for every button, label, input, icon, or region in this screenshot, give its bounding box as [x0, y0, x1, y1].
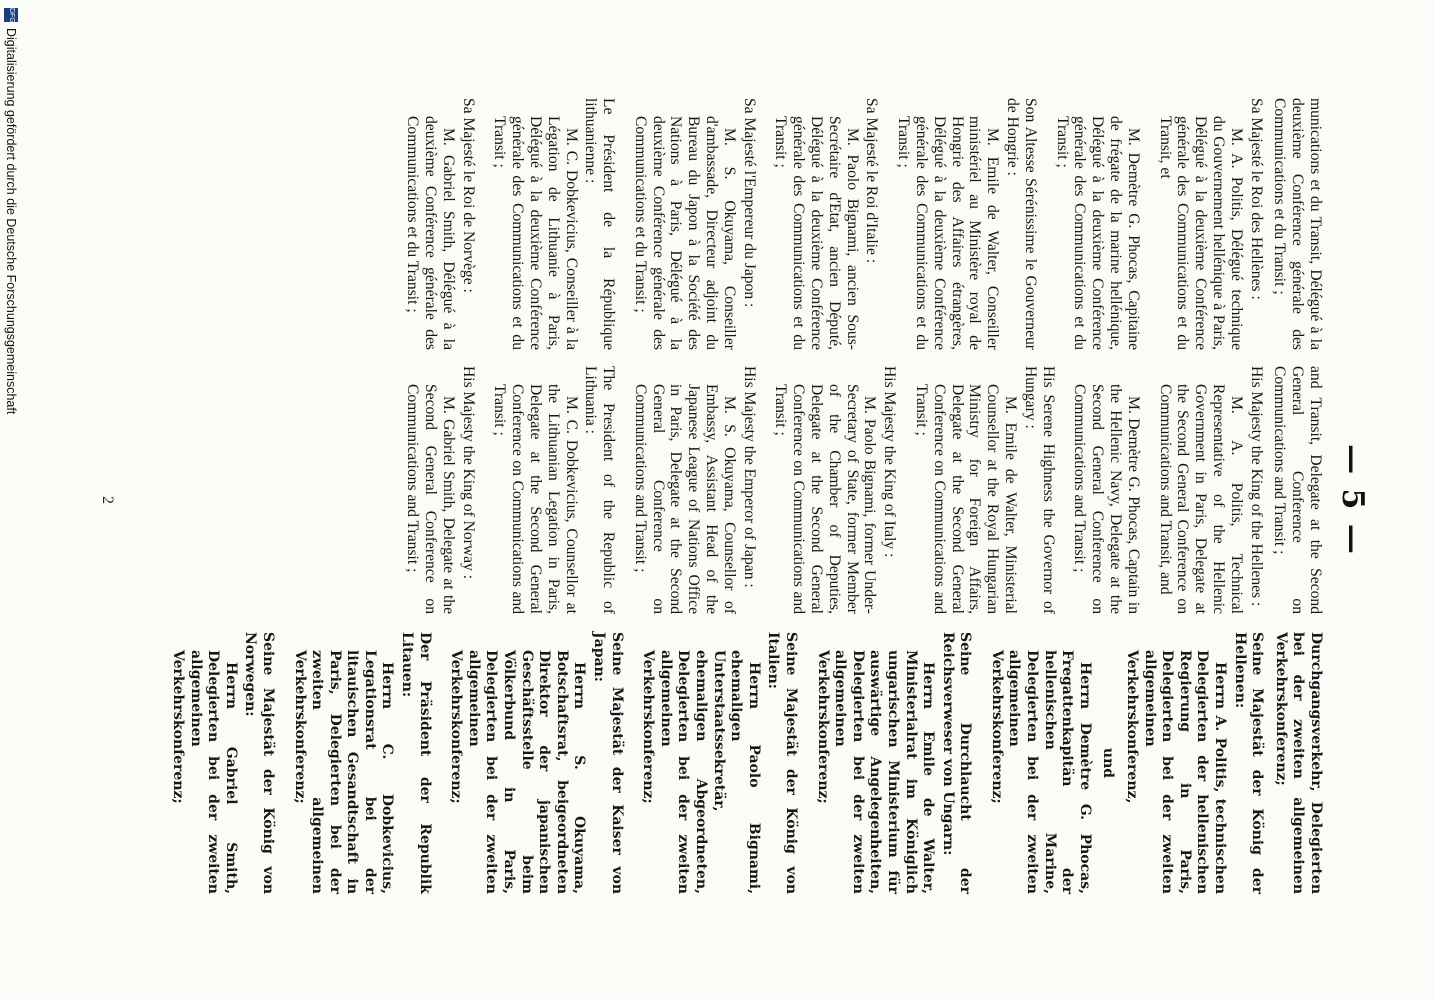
delegate-entry: M. C. Dobkevicius, Conseiller à la Légation de Lithuanie à Paris, Délégué à la deuxième Conférence générale des Communications et du Transit ; — [491, 116, 580, 350]
sovereign-heading: Seine Majestät der König von Italien: — [765, 632, 799, 894]
sovereign-heading: The President of the Republic of Lithuania : — [582, 366, 618, 614]
digitization-footer — [0, 0, 22, 1000]
sovereign-heading: His Majesty the King of the Hellenes : — [1247, 366, 1265, 607]
delegate-entry: M. Emile de Walter, Ministerial Counsellor at the Royal Hungarian Ministry for Foreign Affairs, Delegate at the Second General Conference on Communications and Transit ; — [913, 384, 1020, 614]
delegate-entry: Herrn Emile de Walter, Ministerialrat im Königlich ungarischen Ministerium für auswärtige Angelegenheiten, Delegierten bei der zweiten allgemeinen Verkehrskonferenz; — [814, 650, 937, 894]
dfg-logo-icon: DFG — [4, 8, 18, 22]
sovereign-heading: Le Président de la République lithuanienne : — [582, 98, 618, 350]
sovereign-heading: His Majesty the King of Norway : — [459, 366, 477, 580]
delegate-entry: M. Paolo Bignami, ancien Sous-Secrétaire d'Etat, ancien Député, Délégué à la deuxième Conférence générale des Communications et du Transit ; — [772, 116, 861, 350]
delegate-entry: Herrn Demètre G. Phocas, Fregattenkapitän der hellenischen Marine, Delegierten bei der zweiten allgemeinen Verkehrskonferenz; — [988, 650, 1093, 894]
delegate-entry: M. A. Politis, Technical Representative of the Hellenic Government in Paris, Delegate at the Second General Conference on Communications and Transit, and — [1156, 384, 1245, 614]
sovereign-heading: His Majesty the Emperor of Japan : — [740, 366, 758, 588]
delegate-entry: M. Demètre G. Phocas, Captain in the Hellenic Navy, Delegate at the Second General Conference on Communications and Transit ; — [1071, 384, 1142, 614]
english-column — [324, 366, 1324, 614]
signature-mark: 2 — [99, 496, 116, 504]
footer-credit: Digitalisierung gefördert durch die Deutsche Forschungsgemeinschaft — [4, 28, 18, 415]
sovereign-heading: His Serene Highness the Governor of Hungary : — [1021, 366, 1057, 614]
delegate-entry: Herrn A. Politis, technischen Delegierten der hellenischen Regierung in Paris, Delegierten bei der zweiten allgemeinen Verkehrskonferenz, — [1124, 650, 1229, 894]
connector-word: und — [1100, 747, 1117, 779]
sovereign-heading: Sa Majesté l'Empereur du Japon : — [740, 98, 758, 308]
page-number: — 5 — — [1335, 444, 1370, 556]
delegate-entry: M. S. Okuyama, Conseiller d'ambassade, Directeur adjoint du Bureau du Japon à la Société des Nations à Paris, Délégué à la deuxième Conférence générale des Communications et du Transit ; — [631, 116, 738, 350]
sovereign-heading: Seine Majestät der Kaiser von Japan: — [591, 632, 625, 894]
sovereign-heading: Sa Majesté le Roi des Hellènes : — [1247, 98, 1265, 300]
sovereign-heading: Seine Durchlaucht der Reichsverweser von Ungarn: — [939, 632, 974, 894]
sovereign-heading: Sa Majesté le Roi de Norvège : — [459, 98, 477, 293]
delegate-entry: Herrn Gabriel Smith, Delegierten bei der zweiten allgemeinen Verkehrskonferenz; — [169, 650, 239, 894]
sovereign-heading: Der Präsident der Republik Litauen: — [399, 632, 433, 894]
delegate-entry: M. Gabriel Smith, Délégué à la deuxième Conférence générale des Communications et du Transit ; — [404, 116, 457, 350]
paragraph: and Transit, Delegate at the Second General Conference on Communications and Transit ; — [1271, 366, 1324, 614]
delegate-entry: M. A. Politis, Délégué technique du Gouvernement hellénique à Paris, Délégué à la deuxième Conférence générale des Communications et du Transit, et — [1156, 116, 1245, 350]
delegate-entry: Herrn C. Dobkevicius, Legationsrat bei der litauischen Gesandtschaft in Paris, Delegierten bei der zweiten allgemeinen Verkehrskonferenz; — [291, 650, 396, 894]
delegate-entry: Herrn Paolo Bignami, ehemaligen Unterstaatssekretär, ehemaligen Abgeordneten, Delegierten bei der zweiten allgemeinen Verkehrskonferenz; — [640, 650, 762, 894]
delegate-entry: M. Emile de Walter, Conseiller ministériel au Ministère royal de Hongrie des Affaires étrangères, Délégué à la deuxième Conférence générale des Communications et du Transit ; — [895, 116, 1002, 350]
paragraph: munications et du Transit, Délégué à la deuxième Conférence générale des Communications et du Transit ; — [1271, 98, 1324, 350]
german-column — [169, 632, 1324, 894]
delegate-entry: Herrn S. Okuyama, Botschaftsrat, beigeordneten Direktor der japanischen Geschäftsstelle beim Völkerbund in Paris, Delegierten bei der zweiten allgemeinen Verkehrskonferenz; — [448, 650, 588, 894]
sovereign-heading: Seine Majestät der König der Hellenen: — [1231, 632, 1266, 894]
sovereign-heading: His Majesty the King of Italy : — [881, 366, 899, 558]
delegate-entry: M. S. Okuyama, Counsellor of Embassy, Assistant Head of the Japanese League of Nations Office in Paris, Delegate at the Second General Conference on Communications and Transit ; — [631, 384, 738, 614]
sovereign-heading: Seine Majestät der König von Norwegen: — [242, 632, 276, 894]
delegate-entry: M. Paolo Bignami, former Under-Secretary of State, former Member of the Chamber of Deputies, Delegate at the Second General Conference on Communications and Transit ; — [772, 384, 879, 614]
delegate-entry: M. C. Dobkevicius, Counsellor at the Lithuanian Legation in Paris, Delegate at the Second General Conference on Communications and Transit ; — [491, 384, 580, 614]
sovereign-heading: Sa Majesté le Roi d'Italie : — [863, 98, 881, 264]
delegate-entry: M. Gabriel Smith, Delegate at the Second General Conference on Communications and Transit ; — [404, 384, 457, 614]
french-column — [324, 98, 1324, 350]
paragraph: Durchgangsverkehr, Delegierten bei der zweiten allgemeinen Verkehrskonferenz; — [1272, 632, 1324, 894]
sovereign-heading: Son Altesse Sérénissime le Gouverneur de Hongrie : — [1004, 98, 1039, 350]
delegate-entry: M. Demètre G. Phocas, Capitaine de frégate de la marine hellénique, Délégué à la deuxième Conférence générale des Communications et du Transit ; — [1053, 116, 1142, 350]
